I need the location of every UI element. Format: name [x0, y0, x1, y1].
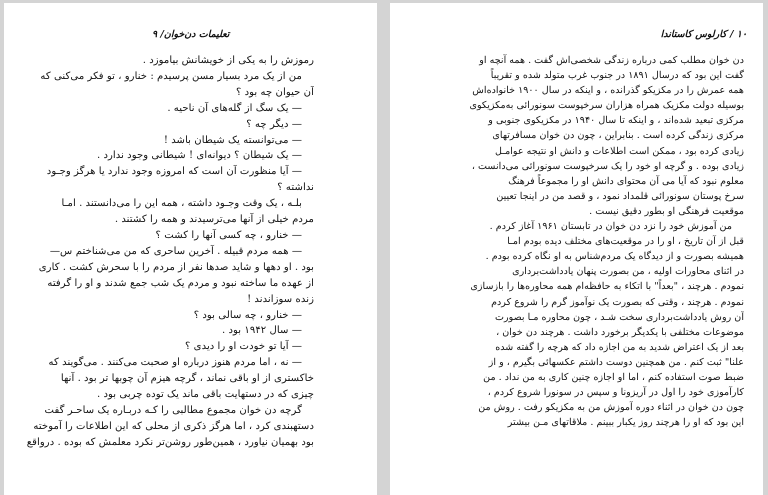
text-line: معلوم نبود که آیا می‌ آن محتوای دانش او را مجموعاً فرهنگ [508, 175, 744, 187]
text-line: کارآموزی خود را اول در آریزونا و سپس در سونورا شروع کردم ، [487, 387, 744, 399]
text-line: بلـه ، یک وقت وجـود داشته ، همه این را می‌دانستند . امـا [61, 198, 302, 210]
right-page-body [444, 53, 744, 430]
text-line: علنا" ثبت کنم . من همچنین دوست داشتم عکسهائی بگیرم ، و از [488, 356, 744, 368]
text-line: موضوعات مختلفی با یکدیگر برخورد داشت . هرچند دن خوان ، [496, 326, 744, 338]
text-line: قبل از آن تاریخ ، او را در موقعیت‌های مختلف دیده بودم امـا [507, 236, 744, 248]
text-line: — یک سگ از گله‌های آن ناحیه . [167, 102, 302, 114]
text-line: مرکزی زندگی کرده است . بنابراین ، چون دن خوان مسافرتهای [492, 130, 744, 142]
text-line: من آموزش خود را نزد دن خوان در تابستان ۱۹۶۱ آغاز کردم . [489, 221, 732, 233]
text-line: آن حیوان چه بود ؟ [235, 86, 314, 98]
text-line: موقعیت فرهنگی او بطور دقیق نیست . [589, 205, 744, 217]
left-page-header: تعلیمات دن‌خوان/ ۹ [152, 29, 230, 40]
text-line: من از یک مرد بسیار مسن پرسیدم : خنارو ، تو فکر می‌کنی که [40, 70, 302, 82]
text-line: گفت این بود که درسال ۱۸۹۱ در جنوب غرب متولد شده و تقریباً [490, 70, 744, 82]
text-line: رموزش را به یکی از خویشانش بیاموزد . [142, 55, 314, 66]
right-page [390, 3, 763, 495]
text-line: ضبط صوت استفاده کنم ، اما او اجازه چنین کاری به من نداد . من [483, 371, 744, 383]
text-line: در اثنای محاورات اولیه ، من بصورت پنهان یادداشت‌برداری [512, 266, 744, 278]
text-line: مردم خیلی از آنها می‌ترسیدند و همه را کشتند . [114, 214, 314, 226]
text-line: نمودم . هرچند ، "بعداً" با اتکاء به حافظه‌ام همه محاوره‌ها را بازسازی [470, 281, 744, 293]
text-line: — آیا تو خودت او را دیدی ؟ [184, 341, 302, 353]
text-line: زنده سوزاندند ! [247, 293, 314, 305]
text-line: — می‌توانسته یک شیطان باشد ! [163, 134, 302, 146]
text-line: دن خوان مطلب کمی درباره زندگی شخصی‌اش گفت . همه آنچه او [479, 55, 744, 66]
text-line: — نه ، اما مردم هنوز درباره او صحبت می‌کنند . می‌گویند که [48, 357, 302, 369]
text-line: همیشه بصورت و از دیدگاه یک مردم‌شناس به او نگاه کرده بودم . [485, 251, 744, 263]
text-line: زیادی بوده . و گرچه او خود را یک سرخپوست سونورائی می‌دانست ، [471, 160, 744, 172]
text-line: — سال ۱۹۴۲ بود . [222, 325, 302, 337]
text-line: — همه مردم قبیله . آخرین ساحری که من می‌شناختم س— [49, 245, 302, 257]
text-line: — خنارو ، چه کسی آنها را کشت ؟ [155, 229, 302, 241]
text-line: نمودم . هرچند ، وقتی که بصورت یک نوآموز گرم را شروع کردم [491, 296, 744, 308]
text-line: — خنارو ، چه سالی بود ؟ [193, 309, 302, 321]
text-line: گرچه دن خوان مجموع مطالبی را کـه دربـاره یک ساحـر گفت [44, 404, 302, 416]
text-line: بعد از یک اعتراض شدید به من اجازه داد که هرچه را گفته شده [495, 341, 744, 353]
text-line: سرخ پوستان سونورائی قلمداد نمود ، و قصد من در اینجا تعیین [496, 190, 744, 202]
text-line: خاکستری از او باقی نماند ، گرچه هیزم آن چوبها تر بود . آنها [60, 373, 314, 385]
text-line: دستهبندی کرد ، اما هرگز ذکری از محلی که این اطلاعات را آموخته [33, 420, 314, 432]
text-line: چون دن خوان در اثنا‌ء دوره آموزش من به مکزیکو رفت . روش من [478, 402, 744, 414]
text-line: نداشته ؟ [277, 182, 314, 194]
text-line: از عهده‌ ما ساخته نبود و مردم یک شب جمع شدند و او را گرفته [47, 277, 314, 289]
text-line: بوسیله دولت مکزیک همراه هزاران سرخپوست سونورائی به‌مکزیکوی [469, 100, 744, 112]
text-line: این بود که او را هرچند روز یکبار ببینم . ملاقاتهای مـن بیشتر [507, 417, 744, 429]
text-line: آن روش یادداشت‌برداری سخت شـد ، چون محاوره مـا بصورت [494, 311, 744, 323]
text-line: همه عمرش را در مکزیکو گذرانده ، و اینکه در سال ۱۹۰۰ خانواده‌اش [472, 85, 744, 97]
right-page-header: ۱۰ / کارلوس کاستاندا [660, 29, 747, 40]
text-line: — دیگر چه ؟ [246, 118, 302, 130]
text-line: — یک شیطان ؟ دیوانه‌ای ! شیطانی وجود ندارد . [96, 150, 302, 162]
text-line: مرکزی تبعید شده‌اند ، و اینکه تا سال ۱۹۴۰ در مکزیکوی جنوبی و [488, 115, 744, 127]
text-line: چیزی که در دستهایت باقی ماند یک توده چربی بود . [97, 389, 314, 401]
left-page [4, 3, 377, 495]
text-line: زیادی کرده بود ، ممکن است اطلاعات و دانش او نتیجه عوامـل [495, 145, 744, 157]
text-line: بود بهمیان نیاورد ، همین‌طور روشن‌تر نکرد معلمش که بوده . درواقع [26, 436, 314, 448]
text-line: — آیا منظورت آن است که امروزه وجود ندارد یا هرگز وجـود [46, 166, 302, 178]
left-page-body [16, 53, 314, 451]
text-line: بود . او دهها و شاید صدها نفر از مردم را با سحرش کشت . کاری [38, 261, 314, 273]
